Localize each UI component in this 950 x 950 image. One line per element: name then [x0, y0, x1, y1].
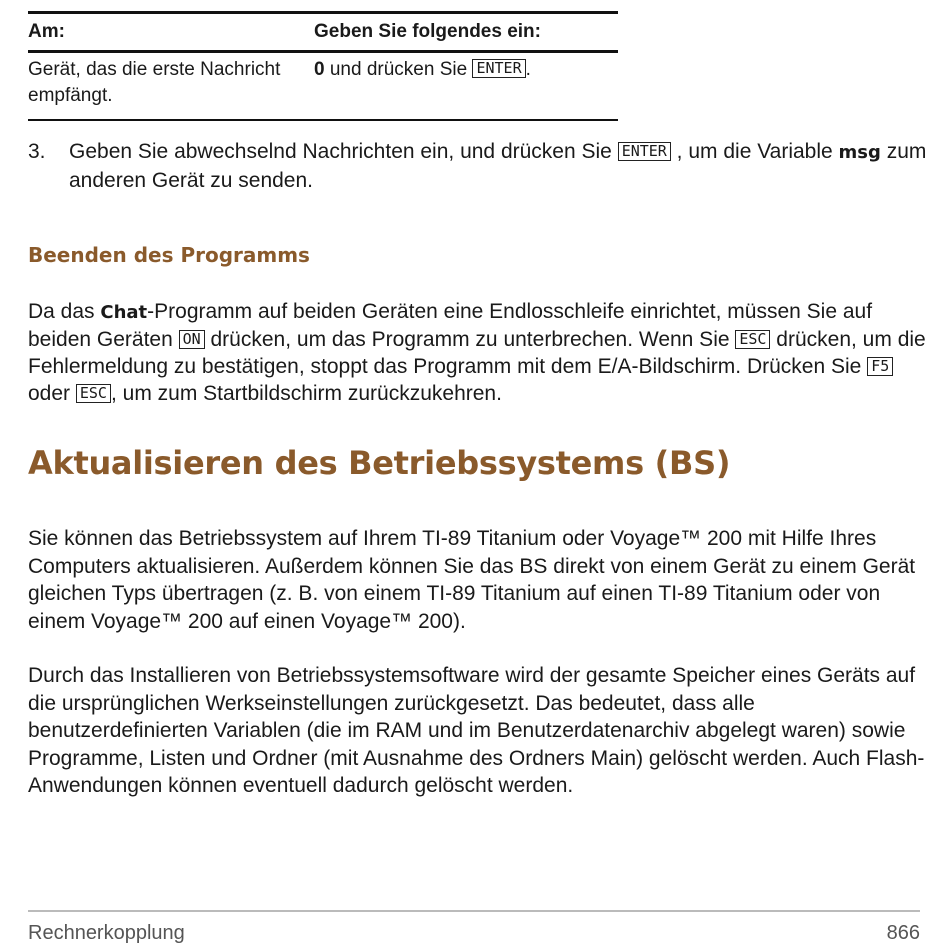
- table-row: [28, 53, 618, 119]
- table-header-input: Geben Sie folgendes ein:: [314, 21, 541, 42]
- section-heading: Beenden des Programms: [28, 243, 310, 267]
- step-number: 3.: [28, 140, 46, 163]
- footer-page-number: 866: [886, 922, 920, 944]
- para1-text-2: -Programm auf beiden Geräten eine Endlosschleife einrichtet, müssen Sie auf beiden Geräten: [28, 300, 873, 351]
- step-3: [28, 138, 928, 195]
- para1-text-3: drücken, um das Programm zu unterbrechen. Wenn Sie: [204, 328, 736, 351]
- footer-chapter: Rechnerkopplung: [28, 922, 185, 944]
- table-cell-input: [314, 57, 618, 119]
- paragraph-os-update: Sie können das Betriebssystem auf Ihrem TI-89 Titanium oder Voyage™ 200 mit Hilfe Ihres Computers aktualisieren. Außerdem können Sie das BS direkt von einem Gerät zu einem Gerät gleichen Typs übertragen (z. B. von einem TI-89 Titanium auf einen TI-89 Titanium oder von einem Voyage™ 200 auf einen Voyage™ 200).: [28, 527, 916, 633]
- input-end: .: [525, 59, 531, 80]
- table-bottom-rule: [28, 119, 618, 121]
- enter-key-icon: ENTER: [472, 59, 525, 78]
- paragraph-end-program: [28, 298, 928, 407]
- instruction-table: [28, 11, 618, 121]
- para1-text-4: drücken, um die Fehlermeldung zu bestätigen, stoppt das Programm mit dem E/A-Bildschirm. Drücken Sie: [28, 328, 926, 378]
- enter-key-icon: ENTER: [618, 142, 671, 161]
- para1-text-1: Da das: [28, 300, 101, 323]
- step-text-a: Geben Sie abwechselnd Nachrichten ein, und drücken Sie: [69, 140, 618, 163]
- program-name-chat: Chat: [100, 302, 148, 323]
- para1-text-5: oder: [28, 382, 76, 405]
- variable-msg: msg: [838, 142, 881, 163]
- para1-text-6: , um zum Startbildschirm zurückzukehren.: [110, 382, 502, 405]
- step-text: [69, 138, 928, 195]
- table-cell-device: Gerät, das die erste Nachricht empfängt.: [28, 59, 281, 106]
- footer-rule: [28, 910, 920, 912]
- esc-key-icon: ESC: [76, 384, 111, 403]
- on-key-icon: ON: [179, 330, 205, 349]
- table-header-device: Am:: [28, 21, 65, 42]
- paragraph-os-install-warning: Durch das Installieren von Betriebssystemsoftware wird der gesamte Speicher eines Geräts auf die ursprünglichen Werkseinstellungen zurückgesetzt. Das bedeutet, dass alle benutzerdefinierten Variablen (die im RAM und im Benutzerdatenarchiv abgelegt waren) sowie Programme, Listen und Ordner (mit Ausnahme des Ordners Main) gelöscht werden. Auch Flash-Anwendungen können eventuell dadurch gelöscht werden.: [28, 664, 925, 797]
- input-text: und drücken Sie: [324, 59, 473, 80]
- input-zero: 0: [314, 59, 325, 80]
- step-text-c: zum anderen Gerät zu senden.: [69, 140, 927, 192]
- main-heading: Aktualisieren des Betriebssystems (BS): [28, 444, 731, 482]
- esc-key-icon: ESC: [735, 330, 770, 349]
- f5-key-icon: F5: [867, 357, 893, 376]
- table-header-row: [28, 14, 618, 50]
- step-text-b: , um die Variable: [670, 140, 839, 163]
